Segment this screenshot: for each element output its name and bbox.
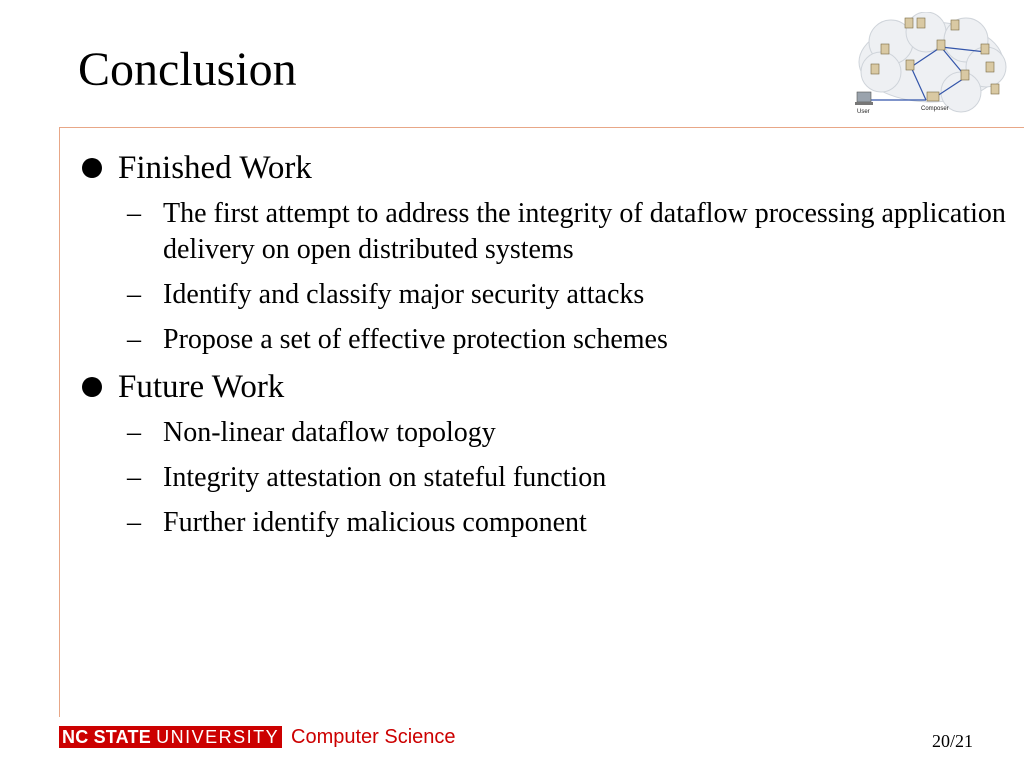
diagram-composer-label: Composer	[921, 106, 949, 112]
slide-content	[80, 148, 1015, 550]
section-heading-text: Finished Work	[118, 150, 312, 186]
dash-icon: –	[127, 198, 141, 229]
dash-icon: –	[127, 324, 141, 355]
left-divider	[59, 127, 60, 717]
list-item-text: Non-linear dataflow topology	[163, 417, 496, 448]
logo-thin-text: UNIVERSITY	[156, 727, 280, 747]
dataflow-diagram	[851, 12, 1011, 120]
list-item	[80, 460, 1015, 496]
header-divider	[60, 127, 1024, 128]
list-item-text: Integrity attestation on stateful function	[163, 462, 607, 493]
list-item	[80, 415, 1015, 451]
list-item	[80, 196, 1015, 268]
section-heading	[80, 148, 1015, 188]
bullet-icon	[82, 377, 102, 397]
bullet-icon	[82, 158, 102, 178]
list-item	[80, 277, 1015, 313]
dash-icon: –	[127, 417, 141, 448]
list-item	[80, 505, 1015, 541]
page-number: 20/21	[932, 731, 974, 751]
department-label: Computer Science	[291, 726, 456, 748]
list-item	[80, 322, 1015, 358]
list-item-text: Identify and classify major security attacks	[163, 279, 645, 310]
logo-bold-text: NC STATE	[62, 727, 151, 747]
dash-icon: –	[127, 279, 141, 310]
list-item-text: Propose a set of effective protection schemes	[163, 324, 668, 355]
university-logo	[59, 726, 282, 748]
diagram-user-label: User	[857, 109, 870, 115]
dash-icon: –	[127, 462, 141, 493]
section-heading-text: Future Work	[118, 369, 285, 405]
list-item-text: Further identify malicious component	[163, 507, 587, 538]
section-heading	[80, 367, 1015, 407]
list-item-text: The first attempt to address the integrity of dataflow processing application delivery on open distributed systems	[163, 198, 1006, 265]
slide-title: Conclusion	[78, 43, 297, 96]
dash-icon: –	[127, 507, 141, 538]
